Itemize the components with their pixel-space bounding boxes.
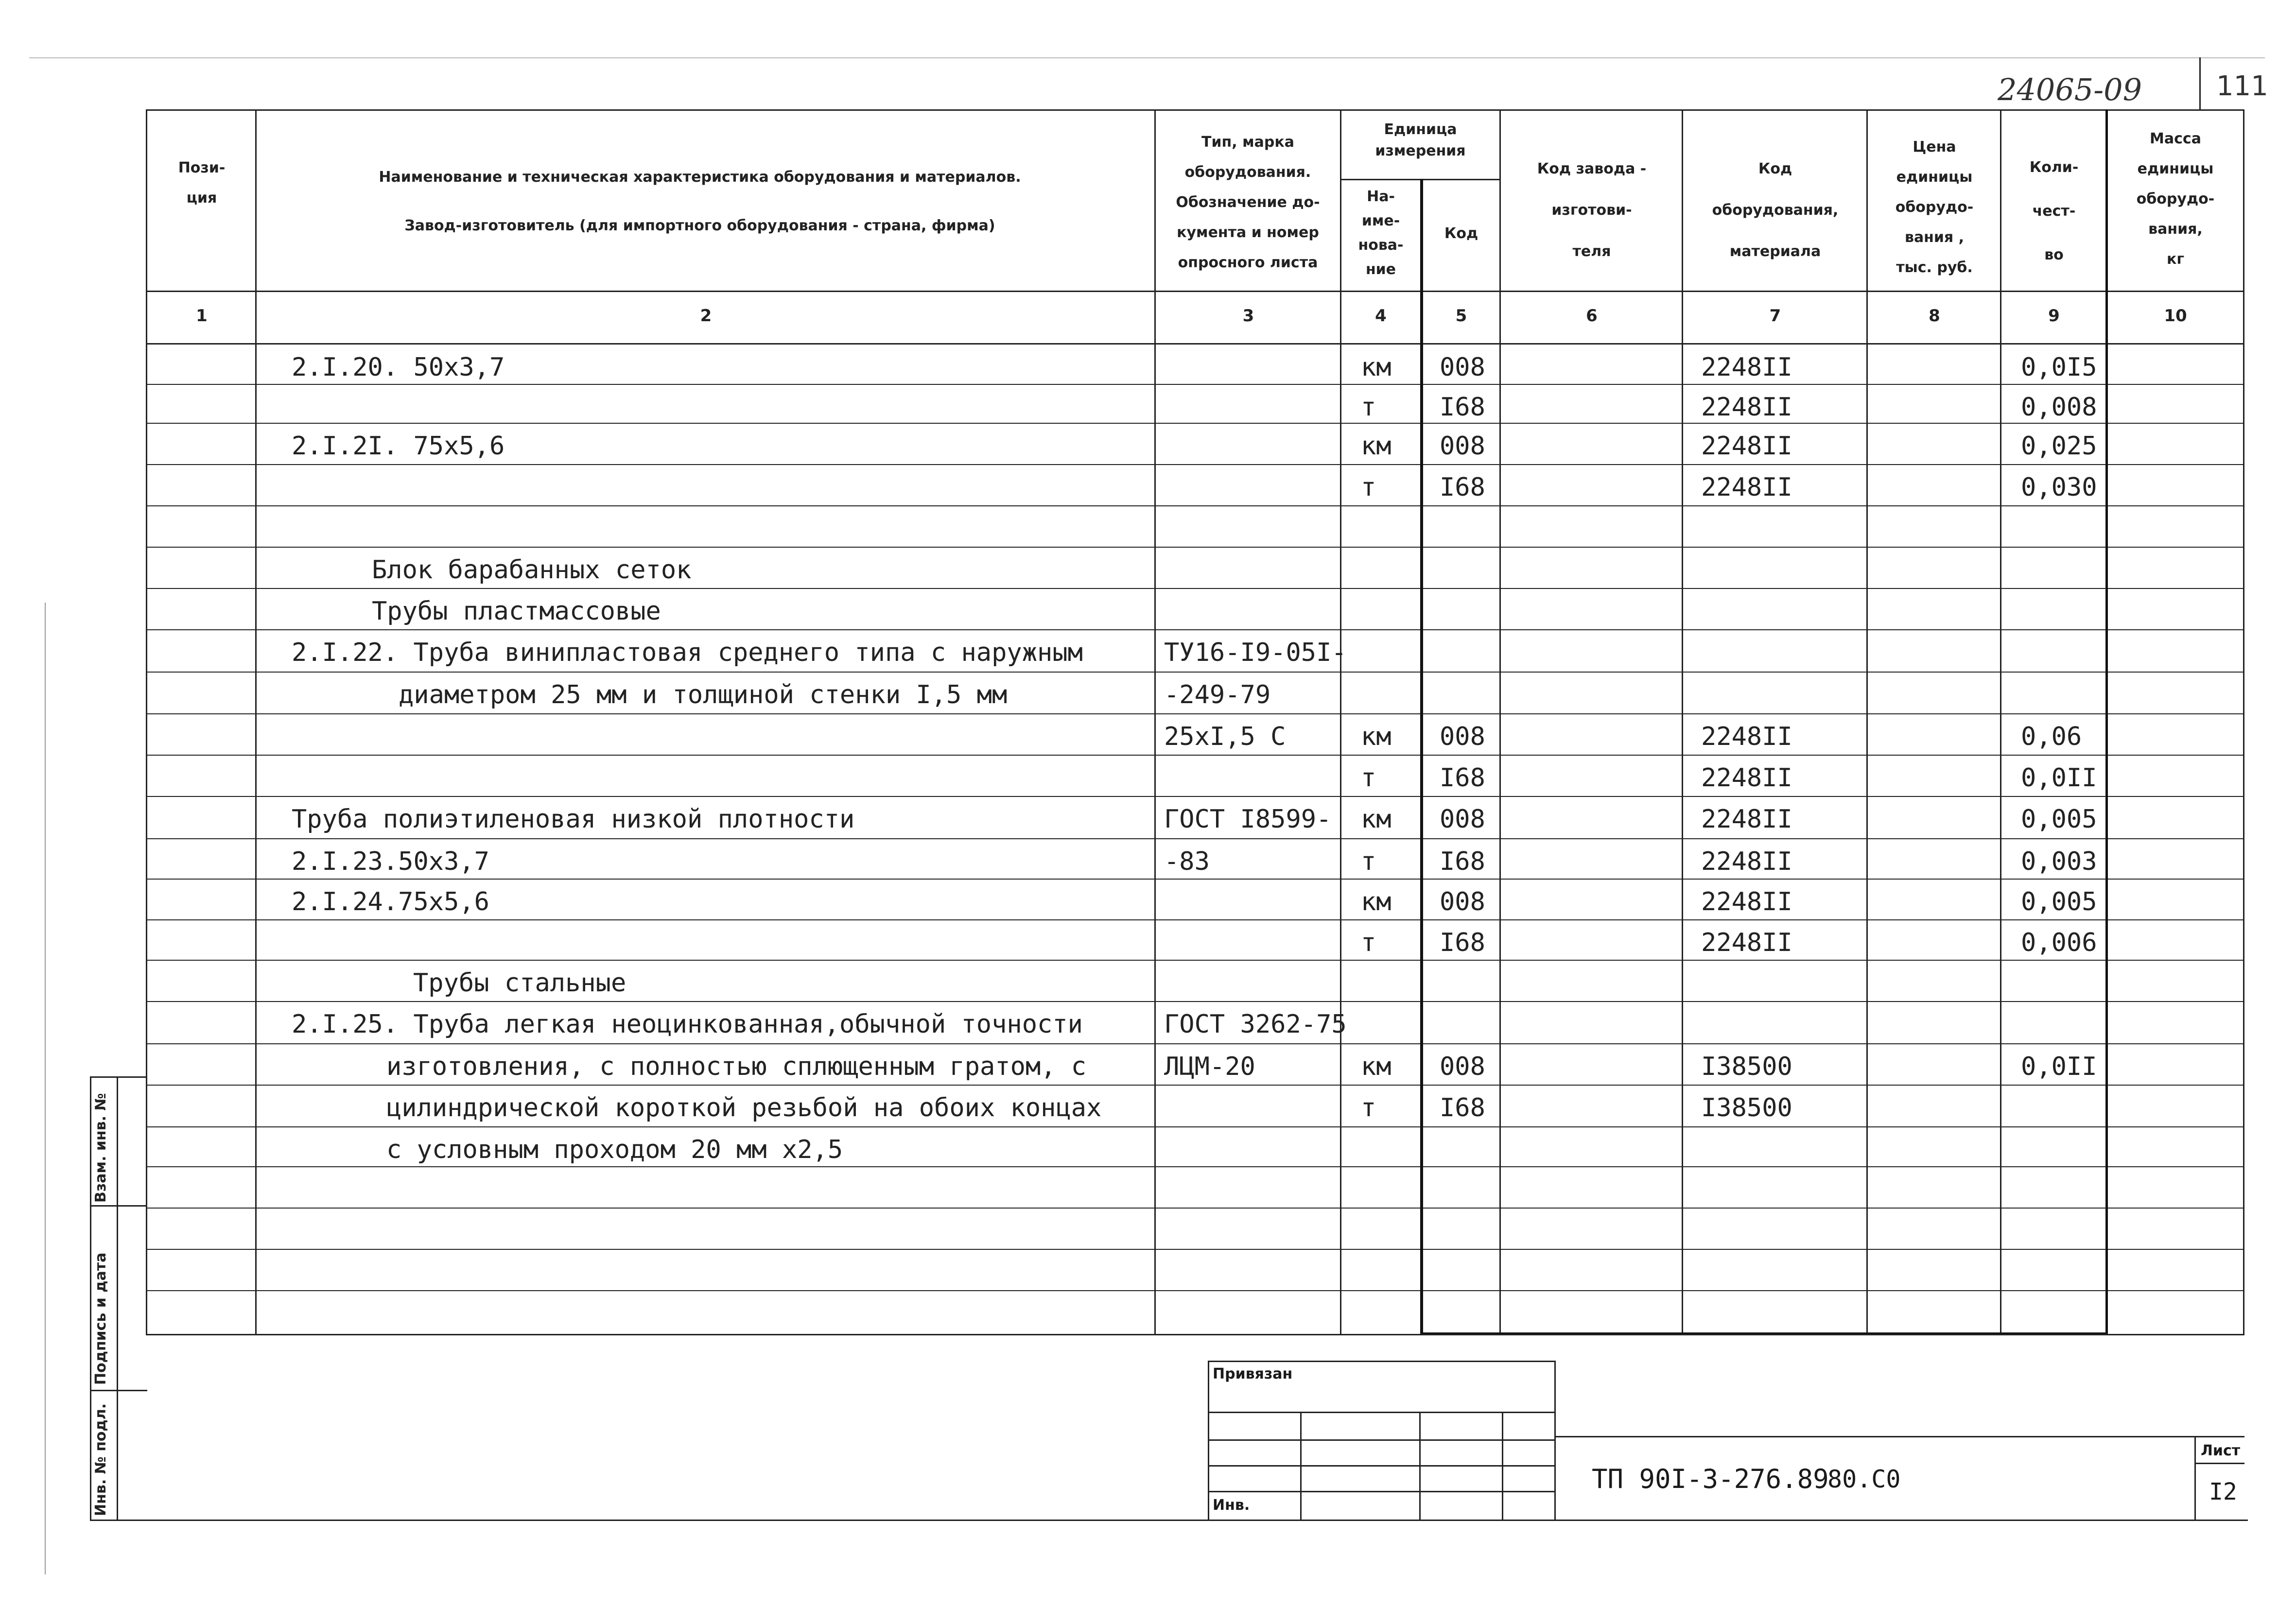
header-mass-l2: единицы xyxy=(2137,160,2214,177)
privyazan-label: Привязан xyxy=(1213,1365,1293,1382)
colnum-9: 9 xyxy=(2048,306,2060,326)
cell-unit: км xyxy=(1361,722,1392,751)
cell-unit: т xyxy=(1361,763,1376,793)
row-line xyxy=(146,1043,2244,1044)
row-line xyxy=(146,1208,2244,1209)
cell-qty: 0,030 xyxy=(2021,473,2097,502)
colnum-8: 8 xyxy=(1929,306,1940,326)
privyazan-top xyxy=(1208,1361,1555,1362)
header-unit-name-l2: име- xyxy=(1361,212,1400,229)
header-price-l4: вания , xyxy=(1904,229,1965,246)
header-unit-group xyxy=(1341,119,1499,162)
cell-unit: т xyxy=(1361,473,1376,502)
row-line xyxy=(146,464,2244,465)
header-name xyxy=(262,153,1137,250)
colnum-4: 4 xyxy=(1375,306,1387,326)
header-plant-code-l3: теля xyxy=(1572,243,1611,260)
cell-name: Блок барабанных сеток xyxy=(372,555,692,585)
cell-unit: т xyxy=(1361,393,1376,422)
header-unit-name-l4: ние xyxy=(1365,261,1396,278)
top-edge-line xyxy=(29,57,2265,58)
cell-name: с условным проходом 20 мм x2,5 xyxy=(386,1135,843,1164)
list-box-left xyxy=(2194,1436,2196,1521)
row-line xyxy=(146,919,2244,920)
row-line xyxy=(146,879,2244,880)
header-unit-group-l2: измерения xyxy=(1375,142,1466,159)
row-line xyxy=(146,1249,2244,1250)
cell-qty: 0,0II xyxy=(2021,1052,2097,1081)
header-material-code-l2: оборудования, xyxy=(1712,202,1839,219)
header-type-l2: оборудования. xyxy=(1184,164,1311,181)
list-number: I2 xyxy=(2209,1478,2237,1505)
header-unit-group-l1: Единица xyxy=(1384,121,1457,138)
cell-code: 008 xyxy=(1440,432,1485,461)
cell-name: Трубы стальные xyxy=(413,968,626,998)
vline-9 xyxy=(2105,109,2108,1334)
cell-qty: 0,008 xyxy=(2021,393,2097,422)
cell-mat: 2248II xyxy=(1701,393,1792,422)
header-material-code xyxy=(1684,148,1866,272)
header-type-l5: опросного листа xyxy=(1178,254,1318,271)
row-line xyxy=(146,1166,2244,1167)
row-line xyxy=(146,1290,2244,1291)
colnum-6: 6 xyxy=(1586,306,1598,326)
side-stamp-left xyxy=(90,1076,91,1521)
vline-2 xyxy=(1154,109,1156,1334)
header-price-l5: тыс. руб. xyxy=(1896,259,1973,276)
row-line xyxy=(146,1085,2244,1086)
header-mass xyxy=(2108,124,2243,275)
vline-1 xyxy=(255,109,257,1334)
header-price-l1: Цена xyxy=(1913,138,1956,156)
header-unit-code: Код xyxy=(1444,225,1478,242)
cell-name: 2.I.25. Труба легкая неоцинкованная,обычной точности xyxy=(292,1010,1083,1039)
cell-unit: км xyxy=(1361,805,1392,834)
privyazan-right xyxy=(1554,1361,1556,1521)
side-stamp-mid xyxy=(117,1076,118,1521)
cell-qty: 0,005 xyxy=(2021,887,2097,916)
cell-name: 2.I.2I. 75x5,6 xyxy=(292,432,505,461)
header-mass-l5: кг xyxy=(2166,251,2185,268)
vline-5 xyxy=(1499,109,1501,1334)
cell-qty: 0,025 xyxy=(2021,432,2097,461)
list-box-divider xyxy=(2194,1463,2244,1464)
title-block-top xyxy=(146,1334,2244,1335)
left-margin-line xyxy=(45,603,46,1574)
cell-unit: км xyxy=(1361,432,1392,461)
cell-qty: 0,0II xyxy=(2021,763,2097,793)
table-top-border xyxy=(146,109,2244,111)
header-unit-name-l1: На- xyxy=(1367,188,1395,205)
row-line xyxy=(146,755,2244,756)
header-plant-code-l2: изготови- xyxy=(1551,202,1632,219)
colnum-1: 1 xyxy=(196,306,208,326)
header-quantity-l3: во xyxy=(2044,246,2064,263)
header-position xyxy=(148,153,255,213)
cell-code: I68 xyxy=(1440,473,1485,502)
colnum-10: 10 xyxy=(2164,306,2187,326)
cell-unit: т xyxy=(1361,847,1376,876)
row-line xyxy=(146,672,2244,673)
cell-code: I68 xyxy=(1440,847,1485,876)
header-price xyxy=(1869,132,2000,283)
cell-code: I68 xyxy=(1440,928,1485,957)
header-name-l1: Наименование и техническая характеристика оборудования и материалов. xyxy=(379,169,1021,186)
header-quantity-l1: Коли- xyxy=(2029,159,2079,176)
header-position-l1: Пози- xyxy=(178,159,226,176)
cell-type: ГОСТ 3262-75 xyxy=(1164,1010,1347,1039)
cell-unit: км xyxy=(1361,1052,1392,1081)
row-line xyxy=(146,960,2244,961)
colnum-bottom-border xyxy=(146,343,2244,345)
cell-mat: I38500 xyxy=(1701,1093,1792,1123)
row-line xyxy=(146,588,2244,589)
cell-unit: т xyxy=(1361,1093,1376,1123)
cell-mat: 2248II xyxy=(1701,353,1792,382)
side-stamp-div2 xyxy=(90,1390,147,1391)
row-line xyxy=(146,838,2244,839)
cell-unit: км xyxy=(1361,887,1392,916)
doc-number: 24065-09 xyxy=(1998,72,2142,107)
cell-code: 008 xyxy=(1440,722,1485,751)
cell-mat: 2248II xyxy=(1701,763,1792,793)
colnum-3: 3 xyxy=(1242,306,1254,326)
inv-label: Инв. xyxy=(1213,1497,1250,1514)
cell-unit: т xyxy=(1361,928,1376,957)
row-line xyxy=(146,1126,2244,1127)
header-price-l3: оборудо- xyxy=(1895,199,1974,216)
designation-line xyxy=(1554,1436,2244,1437)
side-label-replacement-inv: Взам. инв. № xyxy=(92,1093,109,1203)
row-line xyxy=(146,796,2244,797)
header-price-l2: единицы xyxy=(1896,169,1973,186)
header-type-l3: Обозначение до- xyxy=(1176,194,1320,211)
header-bottom-border xyxy=(146,291,2244,292)
colnum-7: 7 xyxy=(1769,306,1781,326)
cell-name: 2.I.22. Труба винипластовая среднего типа с наружным xyxy=(292,638,1083,667)
cell-name: изготовления, с полностью сплющенным гратом, с xyxy=(386,1052,1087,1081)
header-material-code-l3: материала xyxy=(1729,243,1821,260)
privyazan-left xyxy=(1208,1361,1209,1521)
colnum-5: 5 xyxy=(1455,306,1467,326)
row-line xyxy=(146,1001,2244,1002)
cell-qty: 0,0I5 xyxy=(2021,353,2097,382)
designation-text: ТП 90I-3-276.89 xyxy=(1592,1464,1829,1494)
cell-name: 2.I.23.50x3,7 xyxy=(292,847,489,876)
unit-group-divider xyxy=(1340,179,1499,180)
privyazan-col1 xyxy=(1300,1412,1302,1521)
cell-qty: 0,06 xyxy=(2021,722,2082,751)
side-stamp-bottom xyxy=(90,1520,2248,1521)
vline-4 xyxy=(1420,179,1423,1334)
row-line xyxy=(146,547,2244,548)
vline-8 xyxy=(2000,109,2001,1334)
vline-7 xyxy=(1866,109,1868,1334)
cell-name: 2.I.24.75x5,6 xyxy=(292,887,489,916)
header-type-l1: Тип, марка xyxy=(1201,134,1294,151)
header-plant-code xyxy=(1502,148,1682,272)
header-material-code-l1: Код xyxy=(1758,160,1792,177)
cell-code: 008 xyxy=(1440,887,1485,916)
header-unit-name xyxy=(1341,185,1420,282)
cell-mat: I38500 xyxy=(1701,1052,1792,1081)
list-label: Лист xyxy=(2201,1442,2241,1459)
row-line xyxy=(146,384,2244,385)
cell-mat: 2248II xyxy=(1701,887,1792,916)
sheet-code: 80.C0 xyxy=(1827,1465,1901,1493)
vline-3 xyxy=(1340,109,1341,1334)
side-label-signature-date: Подпись и дата xyxy=(92,1252,109,1385)
row-line xyxy=(146,629,2244,630)
vline-6 xyxy=(1682,109,1683,1334)
cell-type: -249-79 xyxy=(1164,680,1271,709)
vline-left xyxy=(146,109,147,1334)
side-stamp-top xyxy=(90,1076,147,1078)
cell-unit: км xyxy=(1361,353,1392,382)
cell-code: I68 xyxy=(1440,763,1485,793)
header-type xyxy=(1157,127,1339,278)
cell-mat: 2248II xyxy=(1701,432,1792,461)
cell-type: -83 xyxy=(1164,847,1210,876)
header-quantity xyxy=(2002,146,2105,277)
header-type-l4: кумента и номер xyxy=(1177,224,1319,241)
cell-code: 008 xyxy=(1440,353,1485,382)
cell-code: I68 xyxy=(1440,1093,1485,1123)
cell-mat: 2248II xyxy=(1701,722,1792,751)
privyazan-col3 xyxy=(1502,1412,1503,1521)
cell-type: ЛЦМ-20 xyxy=(1164,1052,1255,1081)
header-mass-l3: оборудо- xyxy=(2136,190,2215,207)
cell-code: 008 xyxy=(1440,805,1485,834)
cell-name: 2.I.20. 50x3,7 xyxy=(292,353,505,382)
header-mass-l1: Масса xyxy=(2150,130,2201,147)
cell-mat: 2248II xyxy=(1701,805,1792,834)
header-plant-code-l1: Код завода - xyxy=(1537,160,1647,177)
cell-code: I68 xyxy=(1440,393,1485,422)
page-number: 111 xyxy=(2216,70,2268,102)
cell-name: цилиндрической короткой резьбой на обоих концах xyxy=(386,1093,1102,1123)
cell-name: Труба полиэтиленовая низкой плотности xyxy=(292,805,855,834)
cell-name: Трубы пластмассовые xyxy=(372,597,661,626)
header-quantity-l2: чест- xyxy=(2032,203,2076,220)
header-mass-l4: вания, xyxy=(2148,221,2203,238)
colnum-2: 2 xyxy=(700,306,712,326)
row-line xyxy=(146,423,2244,424)
cell-code: 008 xyxy=(1440,1052,1485,1081)
cell-type: ГОСТ I8599- xyxy=(1164,805,1332,834)
cell-name: диаметром 25 мм и толщиной стенки I,5 мм xyxy=(399,680,1008,709)
cell-qty: 0,005 xyxy=(2021,805,2097,834)
row-line xyxy=(146,505,2244,506)
cell-qty: 0,006 xyxy=(2021,928,2097,957)
privyazan-col2 xyxy=(1419,1412,1421,1521)
cell-type: 25xI,5 С xyxy=(1164,722,1286,751)
cell-mat: 2248II xyxy=(1701,847,1792,876)
cell-type: ТУ16-I9-05I- xyxy=(1164,638,1347,667)
header-unit-name-l3: нова- xyxy=(1358,237,1404,254)
side-stamp-div1 xyxy=(90,1205,147,1207)
page-number-divider xyxy=(2199,57,2201,111)
vline-right xyxy=(2243,109,2244,1334)
row-line xyxy=(146,713,2244,714)
cell-qty: 0,003 xyxy=(2021,847,2097,876)
cell-mat: 2248II xyxy=(1701,473,1792,502)
header-name-l2: Завод-изготовитель (для импортного оборудования - страна, фирма) xyxy=(404,217,995,234)
cell-mat: 2248II xyxy=(1701,928,1792,957)
side-label-original-inv: Инв. № подл. xyxy=(92,1403,109,1516)
header-position-l2: ция xyxy=(186,190,217,207)
